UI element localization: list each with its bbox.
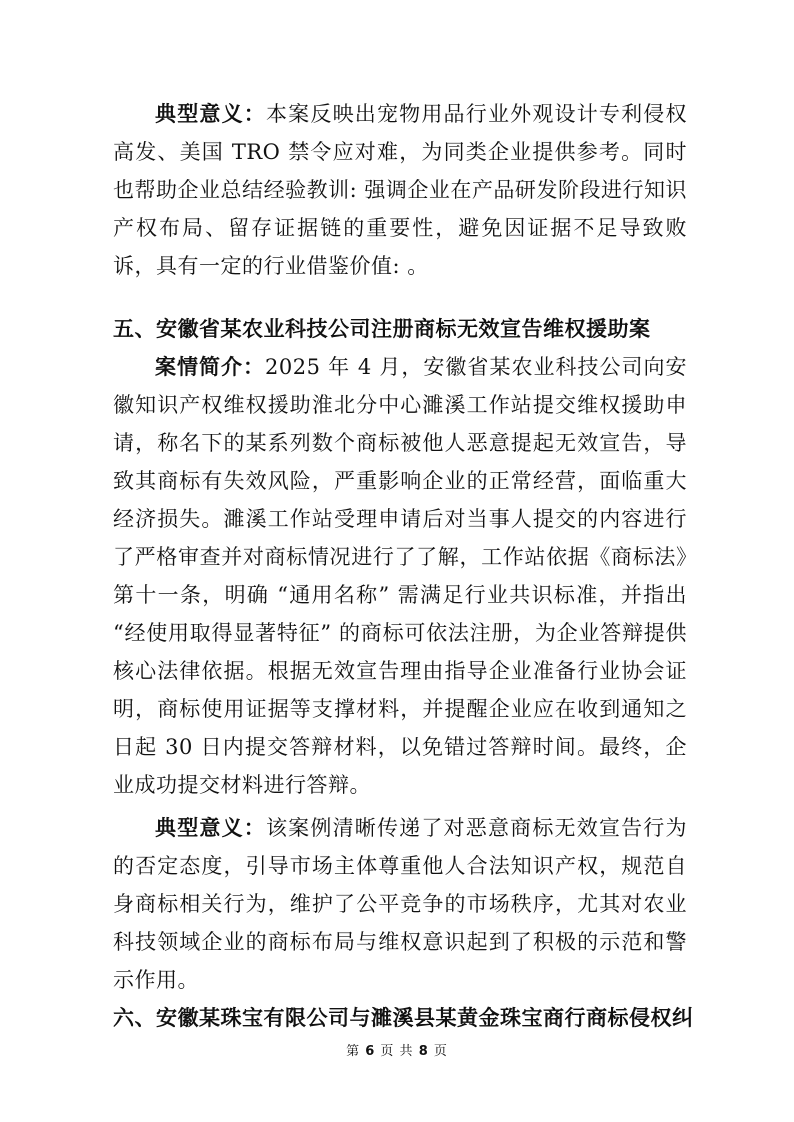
footer-prefix: 第 <box>346 1044 361 1059</box>
document-body <box>113 95 694 1037</box>
section-heading-5: 五、安徽省某农业科技公司注册商标无效宣告维权援助案 <box>113 317 651 341</box>
paragraph-text: 该案例清晰传递了对恶意商标无效宣告行为的否定态度，引导市场主体尊重他人合法知识产权，规范自身商标相关行为，维护了公平竞争的市场秩序，尤其对农业科技领域企业的商标布局与维权意识起到了积极的示范和警示作用。 <box>113 816 688 992</box>
section-heading-6: 六、安徽某珠宝有限公司与濉溪县某黄金珠宝商行商标侵权纠 <box>113 1006 694 1030</box>
footer-suffix: 页 <box>433 1044 448 1059</box>
footer-total-pages: 8 <box>418 1044 429 1059</box>
paragraph-lead-label: 典型意义： <box>155 102 266 126</box>
paragraph-significance-2 <box>113 809 687 999</box>
paragraph-text: 本案反映出宠物用品行业外观设计专利侵权高发、美国 TRO 禁令应对难，为同类企业提供参考。同时也帮助企业总结经验教训: 强调企业在产品研发阶段进行知识产权布局、留存证据链的重要性，避免因证据不足导致败诉，具有一定的行业借鉴价值: 。 <box>113 102 688 278</box>
page-footer <box>0 1040 794 1059</box>
paragraph-significance-1 <box>113 95 687 285</box>
paragraph-case-intro <box>113 348 687 804</box>
footer-current-page: 6 <box>365 1044 376 1059</box>
paragraph-lead-label: 典型意义： <box>155 816 266 840</box>
footer-middle: 页 共 <box>380 1044 414 1059</box>
paragraph-text: 2025 年 4 月，安徽省某农业科技公司向安徽知识产权维权援助淮北分中心濉溪工作站提交维权援助申请，称名下的某系列数个商标被他人恶意提起无效宣告，导致其商标有失效风险，严重影响企业的正常经营，面临重大经济损失。濉溪工作站受理申请后对当事人提交的内容进行了严格审查并对商标情况进行了了解，工作站依据《商标法》第十一条，明确 “通用名称” 需满足行业共识标准，并指出 “经使用取得显著特征” 的商标可依法注册，为企业答辩提供核心法律依据。根据无效宣告理由指导企业准备行业协会证明，商标使用证据等支撑材料，并提醒企业应在收到通知之日起 30 日内提交答辩材料，以免错过答辩时间。最终，企业成功提交材料进行答辩。 <box>113 355 687 797</box>
paragraph-lead-label: 案情简介： <box>155 355 266 379</box>
